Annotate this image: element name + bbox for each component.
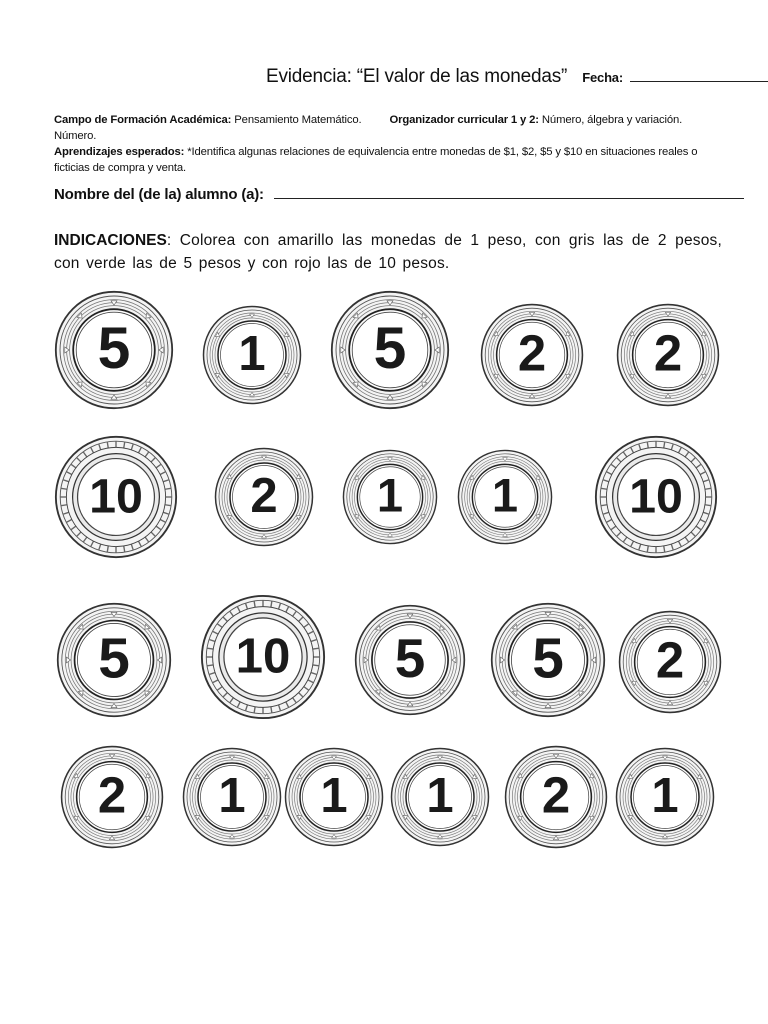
coin-graphic [390,747,490,847]
coin-graphic [54,435,178,559]
coin-2-pesos[interactable] [60,745,164,849]
coin-graphic [457,449,553,545]
coin-5-pesos[interactable] [54,290,174,410]
date-label: Fecha: [582,70,623,85]
coin-graphic [594,435,718,559]
coin-1-pesos[interactable] [390,747,490,847]
coin-graphic [284,747,384,847]
coin-graphic [480,303,584,407]
coin-value-label: 2 [655,631,685,689]
coin-graphic [330,290,450,410]
organizer-label: Organizador curricular 1 y 2: [389,114,539,126]
coin-value-label: 2 [517,324,547,382]
coin-2-pesos[interactable] [618,610,722,714]
coin-value-label: 5 [532,627,564,691]
coin-2-pesos[interactable] [616,303,720,407]
coin-graphic [182,747,282,847]
coin-2-pesos[interactable] [214,447,314,547]
coin-graphic [60,745,164,849]
coin-value-label: 1 [238,326,266,381]
coin-5-pesos[interactable] [56,602,172,718]
coin-value-label: 2 [97,766,127,824]
coin-1-pesos[interactable] [615,747,715,847]
coin-graphic [354,604,466,716]
coin-1-pesos[interactable] [284,747,384,847]
coin-graphic [615,747,715,847]
coin-value-label: 1 [651,768,679,823]
coin-1-pesos[interactable] [342,449,438,545]
coin-graphic [504,745,608,849]
field-value: Pensamiento Matemático. [234,114,362,126]
coin-graphic [342,449,438,545]
coin-value-label: 10 [235,629,291,684]
coin-1-pesos[interactable] [182,747,282,847]
coin-value-label: 1 [320,768,348,823]
coin-graphic [616,303,720,407]
coin-10-pesos[interactable] [594,435,718,559]
coin-1-pesos[interactable] [202,305,302,405]
coin-graphic [490,602,606,718]
coin-1-pesos[interactable] [457,449,553,545]
coin-graphic [618,610,722,714]
coin-2-pesos[interactable] [480,303,584,407]
coin-value-label: 1 [376,468,404,522]
coin-graphic [56,602,172,718]
coin-value-label: 2 [653,324,683,382]
coin-graphic [200,594,326,720]
coin-value-label: 10 [89,469,143,524]
coin-value-label: 5 [98,627,130,691]
coin-10-pesos[interactable] [200,594,326,720]
coin-value-label: 5 [373,315,407,381]
coin-5-pesos[interactable] [354,604,466,716]
coin-value-label: 1 [426,768,454,823]
organizer-value: Número, álgebra y variación. Número. [54,114,683,142]
coin-value-label: 1 [491,468,519,522]
coin-value-label: 10 [629,469,683,524]
coin-value-label: 1 [218,768,246,823]
student-name-label: Nombre del (de la) alumno (a): [54,186,264,203]
coin-2-pesos[interactable] [504,745,608,849]
coin-10-pesos[interactable] [54,435,178,559]
field-label: Campo de Formación Académica: [54,114,232,126]
coin-value-label: 2 [541,766,571,824]
instructions-label: INDICACIONES [54,232,167,249]
coin-graphic [202,305,302,405]
coin-value-label: 5 [97,315,131,381]
coin-graphic [214,447,314,547]
coin-5-pesos[interactable] [490,602,606,718]
instructions-text: : Colorea con amarillo las monedas de 1 peso, con gris las de 2 pesos, con verde las de 5 pesos y con rojo las de 10 pesos. [54,232,722,272]
learning-label: Aprendizajes esperados: [54,146,185,158]
coin-graphic [54,290,174,410]
title-text: Evidencia: “El valor de las monedas” [266,66,568,87]
coin-5-pesos[interactable] [330,290,450,410]
learning-value: *Identifica algunas relaciones de equivalencia entre monedas de $1, $2, $5 y $10 en situaciones reales o ficticias de compra y venta. [54,146,698,174]
coin-value-label: 2 [250,468,278,523]
coin-value-label: 5 [394,626,426,689]
